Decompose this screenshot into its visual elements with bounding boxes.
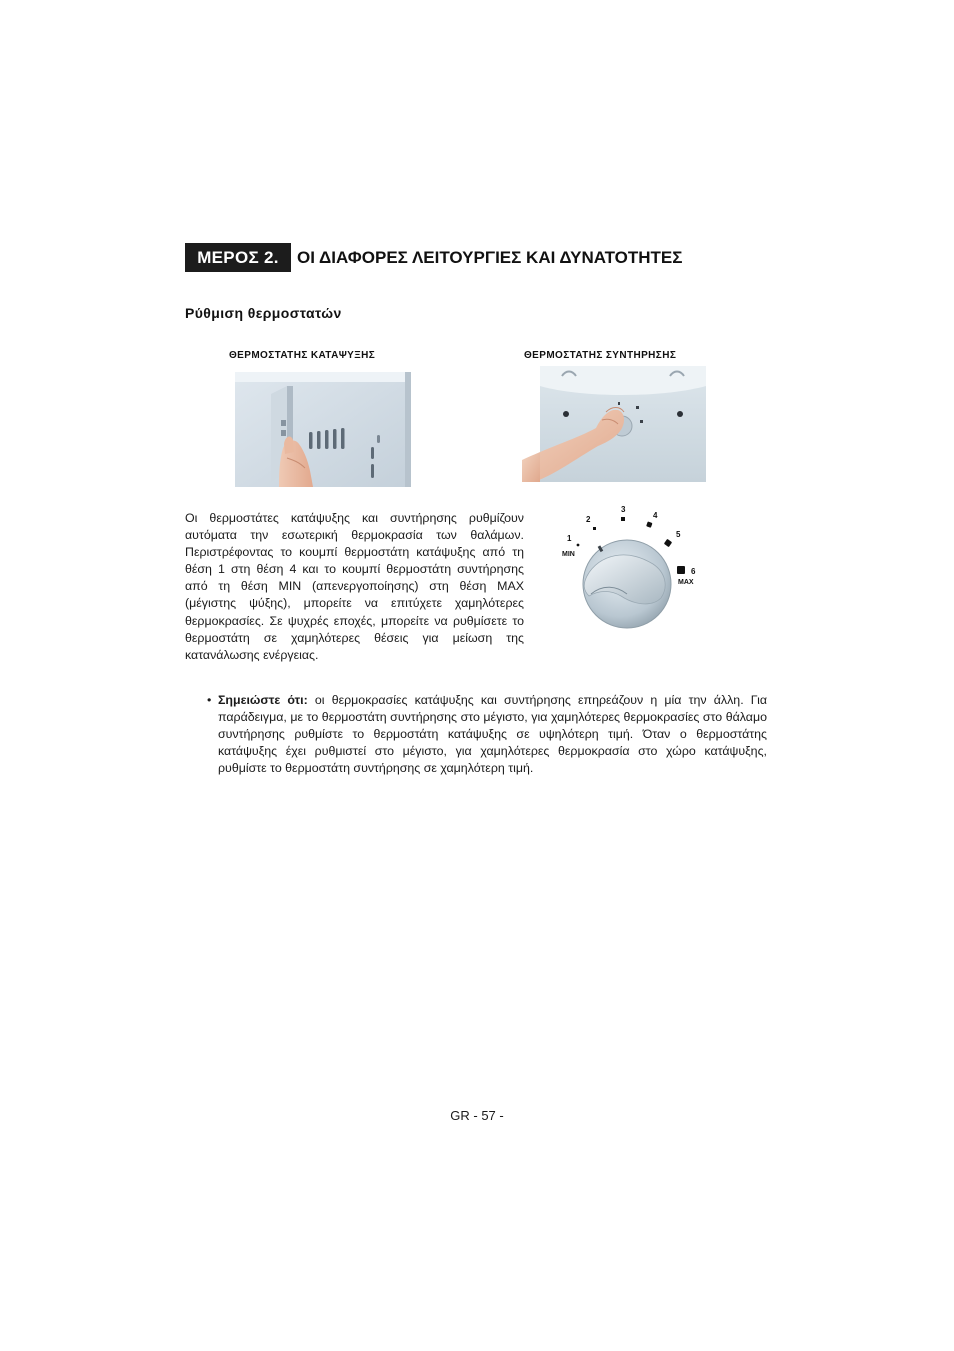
dial-position-3: 3 <box>621 505 626 514</box>
note-body: οι θερμοκρασίες κατάψυξης και συντήρησης επηρεάζουν η μία την άλλη. Για παράδειγμα, με το θερμοστάτη συντήρησης στο μέγιστο, για χαμηλότερες θερμοκρασίες στο θάλαμο συντήρησης ρυθμίστε το θερμοστάτη κατάψυξης σε υψηλότερη τιμή. Όταν ο θερμοστάτης κατάψυξης έχει ρυθμιστεί στο μέγιστο, για χαμηλότερες θερμοκρασία στο χώρο κατάψυξης, ρυθμίστε το θερμοστάτη συντήρησης σε χαμηλότερη τιμή. <box>218 693 768 776</box>
bullet-icon: • <box>207 693 212 707</box>
subsection-title: Ρύθμιση θερμοστατών <box>185 305 342 321</box>
page-number: GR - 57 - <box>450 1108 504 1123</box>
section-title: ΟΙ ΔΙΑΦΟΡΕΣ ΛΕΙΤΟΥΡΓΙΕΣ ΚΑΙ ΔΥΝΑΤΟΤΗΤΕΣ <box>297 248 683 267</box>
dial-position-1: 1 <box>567 534 572 543</box>
dial-position-5: 5 <box>676 530 681 539</box>
note-label: Σημειώστε ότι: <box>218 693 308 707</box>
dial-position-4: 4 <box>653 511 658 520</box>
dial-max-label: MAX <box>678 579 694 586</box>
note-item <box>207 692 767 777</box>
dial-position-6: 6 <box>691 567 696 576</box>
section-number-badge: ΜΕΡΟΣ 2. <box>185 243 291 272</box>
fridge-thermostat-photo <box>522 366 706 482</box>
freezer-thermostat-caption: ΘΕΡΜΟΣΤΑΤΗΣ ΚΑΤΑΨΥΞΗΣ <box>229 350 376 361</box>
dial-position-2: 2 <box>586 515 591 524</box>
note-text <box>218 692 767 777</box>
dial-min-label: MIN <box>562 551 575 558</box>
thermostat-description: Οι θερμοστάτες κατάψυξης και συντήρησης ρυθμίζουν αυτόματα την εσωτερική θερμοκρασία των θαλάμων. Περιστρέφοντας το κουμπί θερμοστάτη κατάψυξης από τη θέση 1 στη θέση 4 και το κουμπί θερμοστάτη συντήρησης από τη θέση MIN (απενεργοποίησης) στη θέση MAX (μέγιστης ψύξης), μπορείτε να επιτύχετε χαμηλότερες θερμοκρασίες. Σε ψυχρές εποχές, μπορείτε να ρυθμίσετε το θερμοστάτη σε χαμηλότερες θέσεις για μείωση της κατανάλωσης ενέργειας. <box>185 511 524 662</box>
thermostat-dial <box>557 502 707 642</box>
freezer-thermostat-photo <box>235 372 411 487</box>
fridge-thermostat-caption: ΘΕΡΜΟΣΤΑΤΗΣ ΣΥΝΤΗΡΗΣΗΣ <box>524 350 677 361</box>
